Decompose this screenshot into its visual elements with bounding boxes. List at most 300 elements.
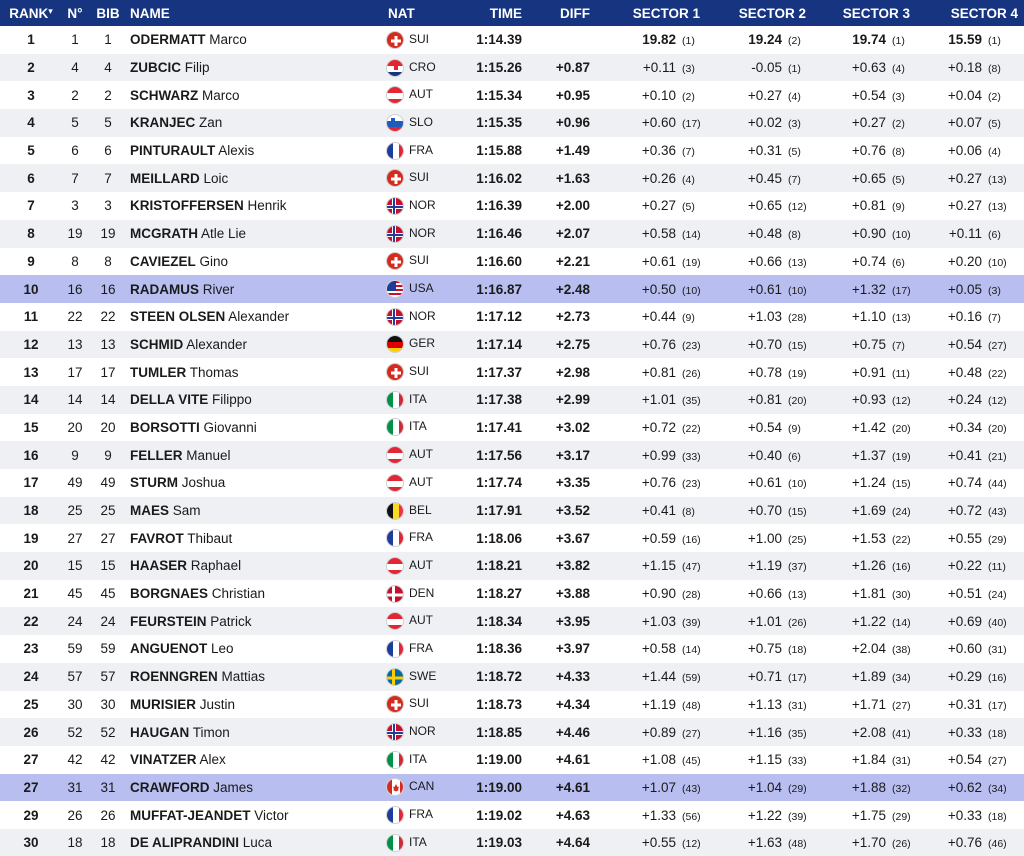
sector-rank: (22) — [892, 533, 911, 546]
rank-cell: 19 — [23, 530, 39, 546]
sector-3-cell — [824, 469, 928, 497]
sector-time: +0.76 — [641, 336, 676, 352]
sector-time: 19.74 — [852, 32, 886, 48]
athlete-last-name: MEILLARD — [130, 170, 200, 186]
table-row[interactable] — [0, 801, 1024, 829]
sector-time: +1.88 — [851, 779, 886, 795]
athlete-name-cell[interactable] — [128, 414, 386, 442]
rank-cell: 25 — [23, 696, 39, 712]
bib-cell: 18 — [100, 835, 116, 851]
table-row[interactable] — [0, 663, 1024, 691]
table-row[interactable] — [0, 497, 1024, 525]
sector-time: +0.27 — [747, 87, 782, 103]
athlete-first-name: Thibaut — [187, 530, 233, 546]
rank-cell: 13 — [23, 364, 39, 380]
sector2-column-header[interactable]: SECTOR 2 — [738, 5, 806, 21]
sector-4-cell — [928, 524, 1024, 552]
athlete-name-cell[interactable] — [128, 607, 386, 635]
sector-3-cell — [824, 524, 928, 552]
sector-rank: (19) — [892, 450, 911, 463]
diff-cell: +4.33 — [555, 669, 590, 685]
sector-1-cell — [610, 386, 718, 414]
sector-rank: (26) — [682, 367, 701, 380]
athlete-last-name: ODERMATT — [130, 32, 206, 48]
sector-rank: (34) — [988, 782, 1007, 795]
sector-2-cell — [718, 829, 824, 856]
athlete-first-name: Manuel — [186, 447, 231, 463]
sector-time: +0.81 — [641, 364, 676, 380]
athlete-name-cell[interactable] — [128, 829, 386, 856]
flag-icon — [386, 308, 404, 326]
athlete-name-cell[interactable] — [128, 774, 386, 802]
sector-4-cell — [928, 663, 1024, 691]
athlete-first-name: Giovanni — [203, 419, 257, 435]
bib-column-header[interactable]: BIB — [96, 5, 120, 21]
sector-rank: (1) — [682, 35, 695, 48]
athlete-last-name: FEURSTEIN — [130, 613, 207, 629]
bib-cell: 24 — [100, 613, 116, 629]
diff-cell: +0.87 — [555, 60, 590, 76]
sector-rank: (16) — [892, 561, 911, 574]
diff-column-header[interactable]: DIFF — [560, 5, 590, 21]
sector-rank: (10) — [788, 284, 807, 297]
sector-time: +0.54 — [851, 87, 886, 103]
bib-cell: 4 — [104, 60, 112, 76]
number-cell: 30 — [67, 696, 83, 712]
flag-icon — [386, 668, 404, 686]
sector-time: +1.71 — [851, 696, 886, 712]
diff-cell: +3.97 — [555, 641, 590, 657]
flag-icon — [386, 751, 404, 769]
sector-rank: (13) — [988, 201, 1007, 214]
number-cell: 59 — [67, 641, 83, 657]
sector-time: +0.41 — [947, 447, 982, 463]
sector-rank: (16) — [988, 672, 1007, 685]
diff-cell: +2.48 — [555, 281, 590, 297]
sector-time: +0.54 — [747, 419, 782, 435]
sector4-column-header[interactable]: SECTOR 4 — [950, 5, 1018, 21]
sector-2-cell — [718, 26, 824, 54]
sector-time: +1.22 — [747, 807, 782, 823]
flag-icon — [386, 252, 404, 270]
sector-rank: (4) — [788, 90, 801, 103]
number-cell: 2 — [71, 87, 79, 103]
flag-icon — [386, 778, 404, 796]
sector-1-cell — [610, 469, 718, 497]
sector-time: +1.01 — [641, 392, 676, 408]
rank-column-header[interactable]: RANK▾ — [9, 5, 53, 21]
athlete-first-name: Victor — [254, 807, 289, 823]
sector-rank: (31) — [988, 644, 1007, 657]
table-row[interactable] — [0, 26, 1024, 54]
table-row[interactable] — [0, 331, 1024, 359]
flag-icon — [386, 114, 404, 132]
bib-cell: 2 — [104, 87, 112, 103]
athlete-last-name: KRISTOFFERSEN — [130, 198, 244, 214]
athlete-last-name: FELLER — [130, 447, 183, 463]
sector-1-cell — [610, 248, 718, 276]
table-row[interactable] — [0, 164, 1024, 192]
sector-rank: (18) — [988, 810, 1007, 823]
sector-rank: (59) — [682, 672, 701, 685]
sector-time: 19.82 — [642, 32, 676, 48]
sector-time: +1.37 — [851, 447, 886, 463]
sector-3-cell — [824, 275, 928, 303]
bib-cell: 16 — [100, 281, 116, 297]
sector-time: 15.59 — [948, 32, 982, 48]
sector-1-cell — [610, 81, 718, 109]
table-row[interactable] — [0, 303, 1024, 331]
bib-cell: 27 — [100, 530, 116, 546]
athlete-last-name: BORGNAES — [130, 586, 209, 602]
sector-1-cell — [610, 109, 718, 137]
athlete-first-name: Alexander — [228, 309, 290, 325]
table-row[interactable] — [0, 248, 1024, 276]
bib-cell: 57 — [100, 669, 116, 685]
sector-time: 19.24 — [748, 32, 782, 48]
athlete-name-cell[interactable] — [128, 746, 386, 774]
athlete-name-cell[interactable] — [128, 331, 386, 359]
name-column-header[interactable]: NAME — [130, 5, 170, 21]
sector-rank: (30) — [892, 589, 911, 602]
sector-rank: (5) — [682, 201, 695, 214]
sector-rank: (19) — [682, 256, 701, 269]
athlete-name-cell[interactable] — [128, 497, 386, 525]
bib-cell: 6 — [104, 143, 112, 159]
sector-time: +0.61 — [641, 253, 676, 269]
time-cell: 1:18.21 — [476, 558, 522, 574]
nation-code: SUI — [409, 364, 430, 379]
number-cell: 49 — [67, 475, 83, 491]
sector-3-cell — [824, 192, 928, 220]
sector-rank: (29) — [988, 533, 1007, 546]
table-row[interactable] — [0, 109, 1024, 137]
diff-cell: +2.21 — [555, 253, 590, 269]
sector-time: +1.70 — [851, 835, 886, 851]
bib-cell: 59 — [100, 641, 116, 657]
sector-3-cell — [824, 774, 928, 802]
time-cell: 1:15.34 — [476, 87, 522, 103]
table-row[interactable] — [0, 580, 1024, 608]
sector-time: +0.22 — [947, 558, 982, 574]
sector-2-cell — [718, 386, 824, 414]
athlete-name-cell[interactable] — [128, 137, 386, 165]
athlete-name-cell[interactable] — [128, 469, 386, 497]
sector-time: +1.24 — [851, 475, 886, 491]
bib-cell: 8 — [104, 253, 112, 269]
sector-rank: (8) — [892, 146, 905, 159]
table-row[interactable] — [0, 829, 1024, 856]
sector-time: +0.74 — [947, 475, 982, 491]
sector1-column-header[interactable]: SECTOR 1 — [632, 5, 700, 21]
nation-code: ITA — [409, 419, 427, 434]
diff-cell: +4.61 — [555, 752, 590, 768]
table-row[interactable] — [0, 607, 1024, 635]
nation-cell — [386, 303, 458, 331]
athlete-name-cell[interactable] — [128, 164, 386, 192]
sector-rank: (5) — [788, 146, 801, 159]
flag-icon — [386, 197, 404, 215]
sector-3-cell — [824, 497, 928, 525]
athlete-name-cell[interactable] — [128, 441, 386, 469]
table-row[interactable] — [0, 414, 1024, 442]
sector-2-cell — [718, 580, 824, 608]
table-row[interactable] — [0, 635, 1024, 663]
table-row[interactable] — [0, 746, 1024, 774]
flag-icon — [386, 391, 404, 409]
sector-time: +0.20 — [947, 253, 982, 269]
sector-time: +1.22 — [851, 613, 886, 629]
rank-cell: 7 — [27, 198, 35, 214]
bib-cell: 17 — [100, 364, 116, 380]
athlete-name-cell[interactable] — [128, 303, 386, 331]
sector3-column-header[interactable]: SECTOR 3 — [842, 5, 910, 21]
sector-2-cell — [718, 441, 824, 469]
athlete-first-name: Justin — [199, 696, 236, 712]
athlete-name-cell[interactable] — [128, 192, 386, 220]
sector-time: +0.66 — [747, 253, 782, 269]
diff-cell: +2.00 — [555, 198, 590, 214]
nat-column-header[interactable]: NAT — [388, 5, 415, 21]
table-row[interactable] — [0, 81, 1024, 109]
sector-rank: (39) — [788, 810, 807, 823]
nation-cell — [386, 331, 458, 359]
athlete-name-cell[interactable] — [128, 635, 386, 663]
table-row[interactable] — [0, 774, 1024, 802]
flag-icon — [386, 723, 404, 741]
athlete-name-cell[interactable] — [128, 718, 386, 746]
rank-cell: 17 — [23, 475, 39, 491]
sector-rank: (43) — [682, 782, 701, 795]
number-column-header[interactable]: N° — [67, 5, 83, 21]
sector-1-cell — [610, 829, 718, 856]
number-cell: 3 — [71, 198, 79, 214]
athlete-first-name: Zan — [199, 115, 223, 131]
sector-4-cell — [928, 414, 1024, 442]
sector-time: +0.50 — [641, 281, 676, 297]
time-cell: 1:18.27 — [476, 586, 522, 602]
sector-time: +0.76 — [851, 143, 886, 159]
athlete-first-name: Luca — [242, 835, 273, 851]
table-row[interactable] — [0, 386, 1024, 414]
nation-code: AUT — [409, 475, 433, 490]
sector-time: +0.54 — [947, 752, 982, 768]
time-column-header[interactable]: TIME — [489, 5, 522, 21]
sector-time: +0.91 — [851, 364, 886, 380]
nation-cell — [386, 774, 458, 802]
sector-time: +0.62 — [947, 779, 982, 795]
table-row[interactable] — [0, 192, 1024, 220]
nation-cell — [386, 81, 458, 109]
sector-4-cell — [928, 497, 1024, 525]
sector-rank: (7) — [892, 339, 905, 352]
athlete-name-cell[interactable] — [128, 691, 386, 719]
sector-rank: (2) — [988, 90, 1001, 103]
sector-time: -0.05 — [751, 60, 782, 76]
nation-cell — [386, 524, 458, 552]
athlete-name-cell[interactable] — [128, 275, 386, 303]
sector-2-cell — [718, 109, 824, 137]
athlete-name-cell[interactable] — [128, 580, 386, 608]
sector-2-cell — [718, 220, 824, 248]
table-row[interactable] — [0, 718, 1024, 746]
athlete-name-cell[interactable] — [128, 386, 386, 414]
table-row[interactable] — [0, 524, 1024, 552]
sector-3-cell — [824, 663, 928, 691]
time-cell: 1:17.91 — [476, 503, 522, 519]
flag-icon — [386, 585, 404, 603]
sector-rank: (10) — [892, 229, 911, 242]
nation-code: AUT — [409, 613, 433, 628]
sector-time: +0.58 — [641, 226, 676, 242]
table-row[interactable] — [0, 137, 1024, 165]
table-row[interactable] — [0, 275, 1024, 303]
sector-rank: (12) — [682, 838, 701, 851]
table-row[interactable] — [0, 54, 1024, 82]
nation-cell — [386, 469, 458, 497]
sector-2-cell — [718, 358, 824, 386]
athlete-name-cell[interactable] — [128, 358, 386, 386]
athlete-first-name: Marco — [202, 87, 240, 103]
number-cell: 13 — [67, 336, 83, 352]
sector-time: +0.33 — [947, 724, 982, 740]
sector-time: +0.72 — [641, 419, 676, 435]
sector-rank: (9) — [892, 201, 905, 214]
bib-cell: 49 — [100, 475, 116, 491]
athlete-first-name: Loic — [203, 170, 229, 186]
table-row[interactable] — [0, 691, 1024, 719]
rank-cell: 6 — [27, 170, 35, 186]
athlete-first-name: Gino — [199, 253, 229, 269]
nation-cell — [386, 607, 458, 635]
sector-rank: (29) — [892, 810, 911, 823]
sector-time: +0.36 — [641, 143, 676, 159]
rank-cell: 22 — [23, 613, 39, 629]
sector-3-cell — [824, 109, 928, 137]
sector-4-cell — [928, 275, 1024, 303]
number-cell: 24 — [67, 613, 83, 629]
table-row[interactable] — [0, 552, 1024, 580]
time-cell: 1:17.12 — [476, 309, 522, 325]
athlete-name-cell[interactable] — [128, 81, 386, 109]
athlete-name-cell[interactable] — [128, 524, 386, 552]
sector-3-cell — [824, 801, 928, 829]
sector-time: +0.45 — [747, 170, 782, 186]
athlete-last-name: HAUGAN — [130, 724, 190, 740]
athlete-last-name: MURISIER — [130, 696, 197, 712]
nation-code: NOR — [409, 308, 436, 323]
sector-2-cell — [718, 248, 824, 276]
table-row[interactable] — [0, 441, 1024, 469]
athlete-last-name: ANGUENOT — [130, 641, 208, 657]
sector-rank: (28) — [682, 589, 701, 602]
sector-2-cell — [718, 331, 824, 359]
rank-cell: 21 — [23, 586, 39, 602]
sector-2-cell — [718, 275, 824, 303]
sector-time: +0.55 — [641, 835, 676, 851]
diff-cell: +0.96 — [555, 115, 590, 131]
sector-rank: (33) — [682, 450, 701, 463]
flag-icon — [386, 418, 404, 436]
sector-4-cell — [928, 358, 1024, 386]
sector-rank: (46) — [988, 838, 1007, 851]
nation-cell — [386, 192, 458, 220]
number-cell: 52 — [67, 724, 83, 740]
sector-1-cell — [610, 414, 718, 442]
athlete-name-cell[interactable] — [128, 109, 386, 137]
athlete-name-cell[interactable] — [128, 663, 386, 691]
sector-1-cell — [610, 441, 718, 469]
sector-time: +0.55 — [947, 530, 982, 546]
sector-4-cell — [928, 81, 1024, 109]
nation-code: FRA — [409, 641, 433, 656]
sector-rank: (14) — [682, 229, 701, 242]
table-row[interactable] — [0, 358, 1024, 386]
sector-time: +0.63 — [851, 60, 886, 76]
rank-cell: 1 — [27, 32, 35, 48]
athlete-name-cell[interactable] — [128, 248, 386, 276]
athlete-name-cell[interactable] — [128, 552, 386, 580]
time-cell: 1:18.06 — [476, 530, 522, 546]
sector-time: +0.34 — [947, 419, 982, 435]
flag-icon — [386, 529, 404, 547]
nation-code: DEN — [409, 585, 435, 600]
sector-rank: (10) — [788, 478, 807, 491]
table-row[interactable] — [0, 220, 1024, 248]
bib-cell: 5 — [104, 115, 112, 131]
sector-time: +0.11 — [948, 226, 982, 242]
sector-4-cell — [928, 552, 1024, 580]
sector-rank: (16) — [682, 533, 701, 546]
sector-1-cell — [610, 275, 718, 303]
sector-rank: (23) — [682, 478, 701, 491]
time-cell: 1:15.88 — [476, 143, 522, 159]
sector-time: +0.74 — [851, 253, 886, 269]
bib-cell: 15 — [100, 558, 116, 574]
athlete-name-cell[interactable] — [128, 220, 386, 248]
sector-2-cell — [718, 552, 824, 580]
sector-rank: (25) — [788, 533, 807, 546]
athlete-last-name: HAASER — [130, 558, 188, 574]
athlete-name-cell[interactable] — [128, 54, 386, 82]
sector-time: +0.18 — [947, 60, 982, 76]
nation-cell — [386, 552, 458, 580]
table-row[interactable] — [0, 469, 1024, 497]
diff-cell: +3.52 — [555, 503, 590, 519]
sector-2-cell — [718, 469, 824, 497]
number-cell: 22 — [67, 309, 83, 325]
sector-time: +0.76 — [947, 835, 982, 851]
sector-time: +0.06 — [947, 143, 982, 159]
time-cell: 1:17.38 — [476, 392, 522, 408]
sector-time: +0.27 — [947, 170, 982, 186]
time-cell: 1:18.72 — [476, 669, 522, 685]
diff-cell: +1.49 — [555, 143, 590, 159]
diff-cell: +3.67 — [555, 530, 590, 546]
sector-time: +0.81 — [747, 392, 782, 408]
athlete-name-cell[interactable] — [128, 26, 386, 54]
sector-3-cell — [824, 829, 928, 856]
athlete-name-cell[interactable] — [128, 801, 386, 829]
sector-rank: (11) — [892, 367, 910, 380]
flag-icon — [386, 59, 404, 77]
sector-1-cell — [610, 358, 718, 386]
sector-rank: (17) — [682, 118, 701, 131]
nation-code: BEL — [409, 502, 432, 517]
time-cell: 1:14.39 — [476, 32, 522, 48]
sector-time: +1.08 — [641, 752, 676, 768]
sector-1-cell — [610, 691, 718, 719]
